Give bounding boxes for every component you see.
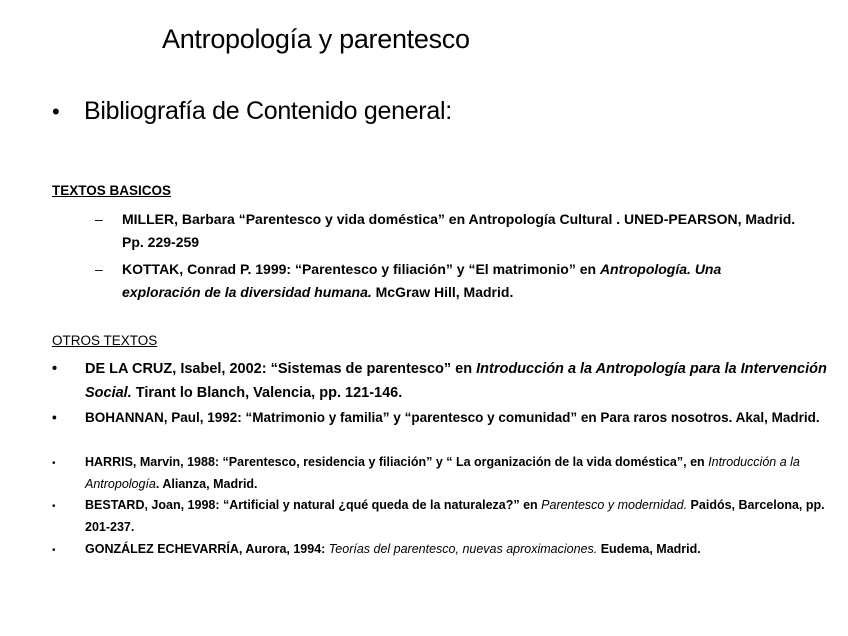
bullet-icon: • — [52, 458, 56, 469]
section-heading-otros: OTROS TEXTOS — [52, 333, 158, 348]
reference-bohannan — [52, 407, 845, 428]
reference-bestard — [52, 495, 845, 537]
reference-italic-title: Parentesco y modernidad. — [541, 498, 688, 512]
reference-author: HARRIS, Marvin, 1988: — [85, 455, 223, 469]
reference-publisher: McGraw Hill, Madrid. — [371, 284, 514, 300]
bullet-icon: • — [52, 99, 60, 124]
reference-text: DE LA CRUZ, Isabel, 2002: “Sistemas de parentesco” en — [85, 361, 477, 377]
reference-text: BOHANNAN, Paul, 1992: “Matrimonio y familia” y “parentesco y comunidad” en Para raros nosotros. Akal, Madrid. — [85, 410, 820, 425]
reference-author: BESTARD, Joan, 1998: — [85, 498, 224, 512]
dash-icon: – — [95, 261, 103, 277]
reference-de-la-cruz — [52, 357, 845, 405]
reference-gonzalez — [52, 539, 845, 561]
reference-publisher: . Alianza, Madrid. — [155, 477, 258, 491]
reference-text: “Parentesco, residencia y filiación” y “ La organización de la vida doméstica”, en — [222, 455, 709, 469]
reference-italic-title: Introducción a la Antropología — [85, 455, 800, 491]
bullet-icon: • — [52, 410, 57, 425]
reference-publisher: Tirant lo Blanch, Valencia, pp. 121-146. — [131, 385, 403, 401]
bullet-icon: • — [52, 545, 56, 556]
dash-icon: – — [95, 211, 103, 227]
slide-title: Antropología y parentesco — [162, 24, 470, 54]
section-heading-basicos: TEXTOS BASICOS — [52, 183, 172, 198]
bullet-icon: • — [52, 501, 56, 512]
reference-publisher: Paidós, Barcelona, pp. 201-237. — [85, 498, 825, 534]
reference-kottak — [95, 258, 802, 304]
main-bullet — [52, 97, 452, 126]
main-heading: Bibliografía de Contenido general: — [84, 97, 452, 125]
reference-italic-title: Introducción a la Antropología para la Intervención Social. — [85, 361, 827, 401]
reference-author: GONZÁLEZ ECHEVARRÍA, Aurora, 1994: — [85, 542, 329, 556]
reference-miller — [95, 208, 802, 254]
bullet-icon: • — [52, 361, 58, 377]
reference-italic-title: Antropología. Una exploración de la diversidad humana. — [122, 261, 722, 300]
reference-text: KOTTAK, Conrad P. 1999: “Parentesco y filiación” y “El matrimonio” en — [122, 261, 600, 277]
reference-harris — [52, 452, 845, 494]
reference-publisher: Eudema, Madrid. — [597, 542, 701, 556]
reference-italic-title: Teorías del parentesco, nuevas aproximaciones. — [328, 542, 598, 556]
reference-text: MILLER, Barbara “Parentesco y vida doméstica” en Antropología Cultural . UNED-PEARSON, Madrid. Pp. 229-259 — [122, 211, 796, 250]
reference-text: “Artificial y natural ¿qué queda de la naturaleza?” en — [223, 498, 542, 512]
